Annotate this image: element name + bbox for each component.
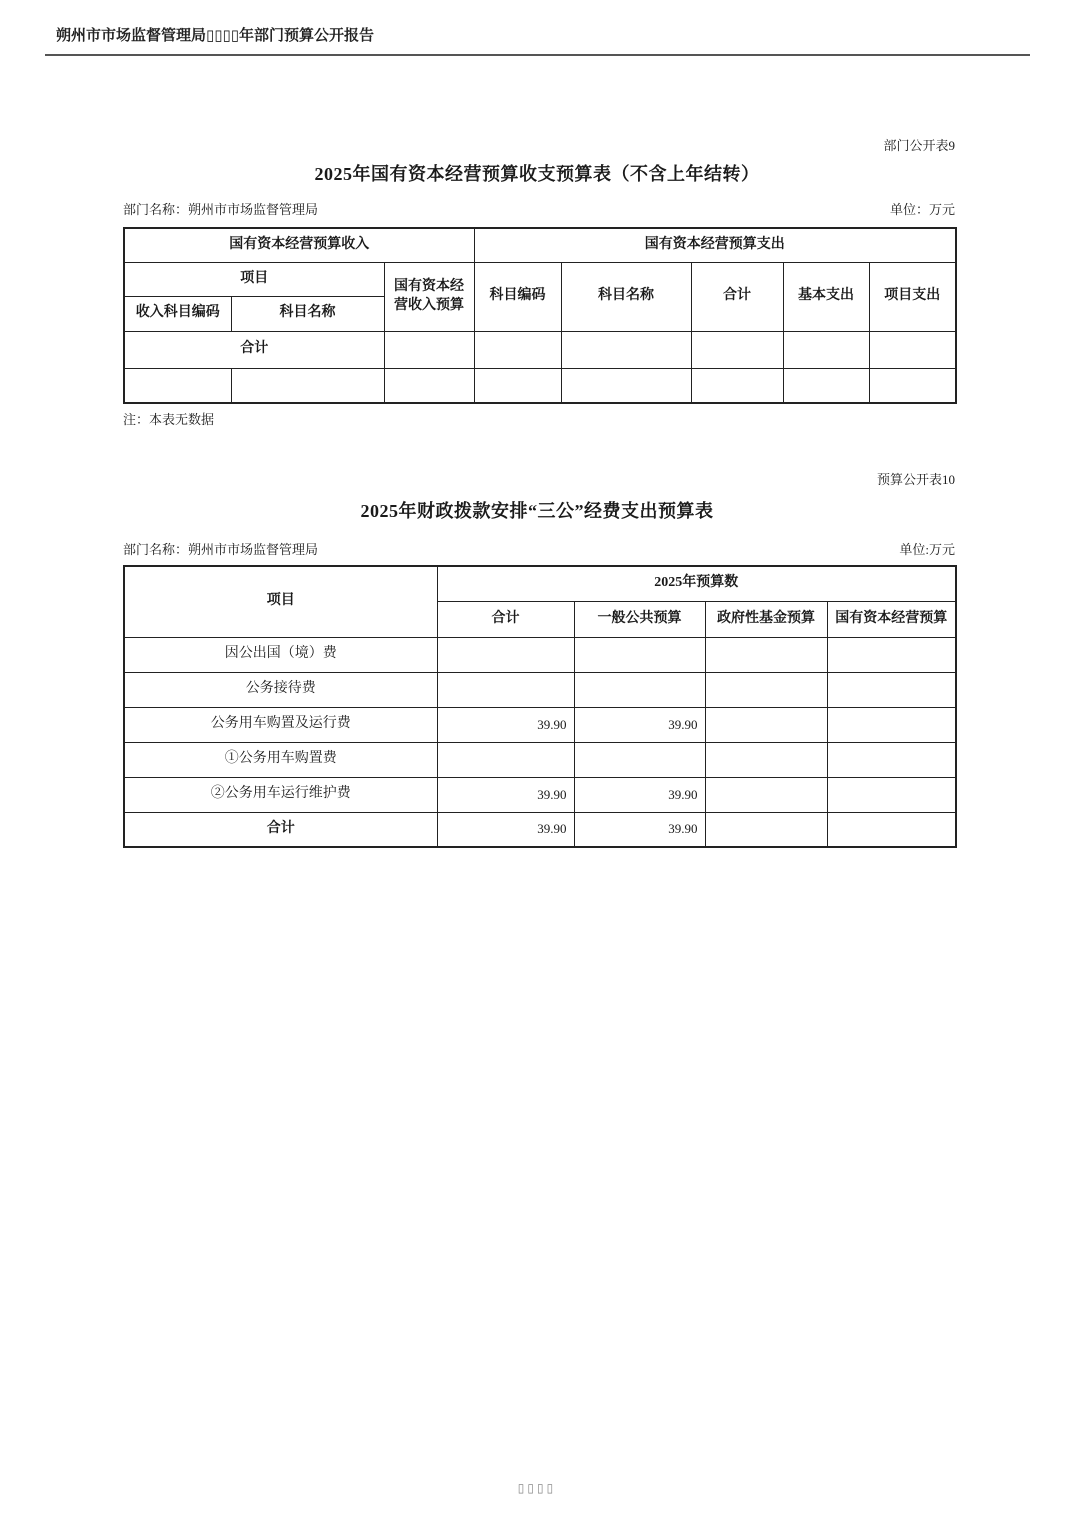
table9-title: 2025年国有资本经营预算收支预算表（不含上年结转） bbox=[314, 164, 760, 184]
expense-code-header: 科目编码 bbox=[474, 262, 561, 331]
total-col-header: 合计 bbox=[437, 601, 574, 637]
expense-total-header: 合计 bbox=[691, 262, 783, 331]
row-general: 39.90 bbox=[574, 707, 705, 742]
income-name-header: 科目名称 bbox=[231, 296, 384, 331]
row-gov-fund bbox=[705, 672, 827, 707]
report-header-title: 朔州市市场监督管理局▯▯▯▯年部门预算公开报告 bbox=[56, 27, 375, 44]
table10-title: 2025年财政拨款安排“三公”经费支出预算表 bbox=[360, 501, 714, 521]
row-general: 39.90 bbox=[574, 812, 705, 847]
expense-group-header: 国有资本经营预算支出 bbox=[474, 228, 956, 262]
total-row bbox=[124, 331, 956, 368]
table-row bbox=[124, 742, 956, 777]
row-gov-fund bbox=[705, 812, 827, 847]
row-general bbox=[574, 742, 705, 777]
row-total: 39.90 bbox=[437, 707, 574, 742]
row-label: ①公务用车购置费 bbox=[124, 742, 437, 777]
empty-data-row bbox=[124, 368, 956, 403]
empty-cell bbox=[384, 331, 474, 368]
project-col-header: 项目 bbox=[124, 566, 437, 637]
row-total bbox=[437, 742, 574, 777]
row-gov-fund bbox=[705, 777, 827, 812]
table9-dept-name: 部门名称：朔州市市场监督管理局 bbox=[123, 202, 319, 217]
row-total bbox=[437, 637, 574, 672]
empty-cell bbox=[783, 331, 869, 368]
row-gov-fund bbox=[705, 637, 827, 672]
three-public-expense-table bbox=[123, 565, 957, 848]
row-state-capital bbox=[827, 672, 956, 707]
table-row bbox=[124, 672, 956, 707]
table10-unit-label: 单位:万元 bbox=[899, 542, 955, 557]
row-gov-fund bbox=[705, 707, 827, 742]
income-code-header: 收入科目编码 bbox=[124, 296, 231, 331]
table9-meta-row bbox=[123, 199, 955, 218]
empty-cell bbox=[561, 368, 691, 403]
gov-fund-col-header: 政府性基金预算 bbox=[705, 601, 827, 637]
row-label: 公务用车购置及运行费 bbox=[124, 707, 437, 742]
state-capital-col-header: 国有资本经营预算 bbox=[827, 601, 956, 637]
state-capital-budget-table bbox=[123, 227, 957, 404]
row-label: 合计 bbox=[124, 812, 437, 847]
page-footer: ▯▯▯▯ bbox=[517, 1481, 557, 1495]
row-label: ②公务用车运行维护费 bbox=[124, 777, 437, 812]
empty-cell bbox=[124, 368, 231, 403]
row-total: 39.90 bbox=[437, 812, 574, 847]
table9-unit-label: 单位：万元 bbox=[889, 202, 955, 217]
row-general: 39.90 bbox=[574, 777, 705, 812]
row-state-capital bbox=[827, 777, 956, 812]
project-header: 项目 bbox=[124, 262, 384, 296]
total-row-label: 合计 bbox=[124, 331, 384, 368]
row-label: 因公出国（境）费 bbox=[124, 637, 437, 672]
table10-tag: 预算公开表10 bbox=[876, 472, 955, 487]
row-total: 39.90 bbox=[437, 777, 574, 812]
empty-cell bbox=[474, 331, 561, 368]
expense-name-header: 科目名称 bbox=[561, 262, 691, 331]
empty-cell bbox=[231, 368, 384, 403]
total-row bbox=[124, 812, 956, 847]
row-gov-fund bbox=[705, 742, 827, 777]
row-state-capital bbox=[827, 742, 956, 777]
empty-cell bbox=[783, 368, 869, 403]
empty-cell bbox=[691, 331, 783, 368]
basic-expense-header: 基本支出 bbox=[783, 262, 869, 331]
row-label: 公务接待费 bbox=[124, 672, 437, 707]
report-header bbox=[45, 24, 1030, 56]
income-group-header: 国有资本经营预算收入 bbox=[124, 228, 474, 262]
table-row bbox=[124, 707, 956, 742]
income-budget-header: 国有资本经营收入预算 bbox=[384, 262, 474, 331]
row-state-capital bbox=[827, 707, 956, 742]
empty-cell bbox=[869, 368, 956, 403]
row-state-capital bbox=[827, 637, 956, 672]
empty-cell bbox=[561, 331, 691, 368]
project-expense-header: 项目支出 bbox=[869, 262, 956, 331]
empty-cell bbox=[691, 368, 783, 403]
row-general bbox=[574, 672, 705, 707]
table-row bbox=[124, 566, 956, 601]
year-budget-group-header: 2025年预算数 bbox=[437, 566, 956, 601]
row-state-capital bbox=[827, 812, 956, 847]
general-budget-col-header: 一般公共预算 bbox=[574, 601, 705, 637]
empty-cell bbox=[384, 368, 474, 403]
table10-dept-name: 部门名称：朔州市市场监督管理局 bbox=[123, 542, 319, 557]
table9-tag: 部门公开表9 bbox=[883, 138, 955, 153]
empty-cell bbox=[474, 368, 561, 403]
row-general bbox=[574, 637, 705, 672]
empty-cell bbox=[869, 331, 956, 368]
table-row bbox=[124, 262, 956, 296]
no-data-note: 注：本表无数据 bbox=[123, 412, 215, 427]
table-row bbox=[124, 777, 956, 812]
table-row bbox=[124, 637, 956, 672]
row-total bbox=[437, 672, 574, 707]
table10-meta-row bbox=[123, 539, 955, 558]
table-row bbox=[124, 228, 956, 262]
